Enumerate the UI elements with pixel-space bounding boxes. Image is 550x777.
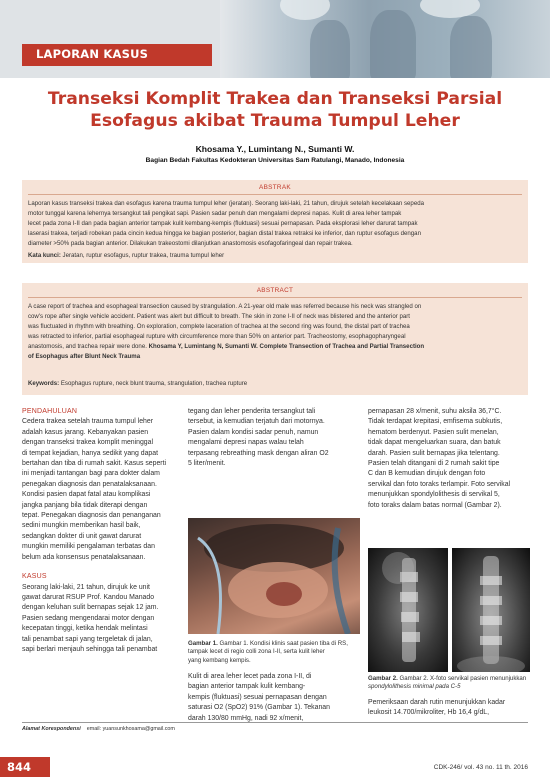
correspondence: Alamat Korespondensi email: yuansunkhosama@gmail.com [22, 726, 175, 732]
body-line: tegang dan leher penderita tersangkut tali [188, 408, 316, 415]
abstract-line: was fluctuated in rhythm with breathing. On exploration, complete laceration of trachea at the second ring was found, the distal part of trachea [28, 323, 410, 330]
body-line: C dan B kemudian dirujuk dengan foto [368, 470, 486, 478]
body-line: 5 liter/menit. [188, 460, 226, 468]
abstract-heading: ABSTRACT [256, 287, 294, 294]
abstrak-line: diameter >50% pada bagian anterior. Dilakukan trakeostomi dilanjutkan anastomosis esofagofaringeal dan repair trakea. [28, 240, 353, 247]
section-heading-kasus: KASUS [22, 573, 47, 581]
body-line: dengan transeksi trakea komplit meninggal [22, 439, 153, 447]
body-line: Pemeriksaan darah rutin menunjukkan kadar [368, 699, 506, 706]
figure-2-xray-lateral [368, 548, 448, 672]
footer-rule [22, 722, 528, 723]
body-line: Pasien telah ditangani di 2 rumah sakit tipe [368, 460, 500, 468]
body-line: adalah kasus jarang. Kebanyakan pasien [22, 428, 149, 436]
body-line: mungkin memiliki pengalaman terbatas dan [22, 543, 155, 551]
abstrak-line: lecet pada zona I-II dan pada bagian anterior tampak kulit kembang-kempis (fluktuasi) sesuai pernapasan. Pada eksplorasi leher darurat tampak [28, 220, 418, 227]
body-line: Pasien sedang mengendarai motor dengan [22, 614, 155, 622]
body-line: tidak dapat mengeluarkan suara, dan batuk [368, 439, 501, 447]
body-line: Pasien dalam kondisi sadar penuh, namun [188, 428, 319, 436]
page-number-box [0, 757, 50, 777]
abstrak-heading: ABSTRAK [259, 184, 291, 191]
body-line: di tempat kejadian, hanya sedikit yang dapat [22, 449, 158, 457]
body-line: saturasi O2 (SpO2) 91% (Gambar 1). Tekanan [188, 704, 330, 712]
body-line: mengalami depresi napas walau telah [188, 439, 304, 447]
body-line: bertahan dan tiba di rumah sakit. Kasus seperti [22, 460, 167, 468]
abstract-keywords: Keywords: Esophagus rupture, neck blunt trauma, strangulation, trachea rupture [28, 380, 248, 387]
header-banner [0, 0, 550, 78]
body-line: bagian anterior tampak kulit kembang- [188, 683, 306, 691]
body-line: tepat. Penegakan diagnosis dan penanganan [22, 512, 161, 520]
authors: Khosama Y., Lumintang N., Sumanti W. [195, 144, 355, 154]
body-line: penegakan diagnosis dan penatalaksanaan. [22, 480, 157, 488]
body-line: Kondisi pasien dapat fatal atau komplikasi [22, 491, 151, 499]
body-line: Kulit di area leher lecet pada zona I-II, di [188, 673, 312, 680]
abstrak-line: motor tunggal karena lehernya tersangkut tali pengikat sapi. Pasien sadar penuh dan mengalami depresi napas. Kulit di area leher tampak [28, 210, 402, 217]
abstract-line: A case report of trachea and esophageal transection caused by strangulation. A 21-year old male was referred because his neck was strangled on [28, 303, 422, 310]
body-line: sedangkan dokter di unit gawat darurat [22, 532, 142, 540]
body-line: terpasang rebreathing mask dengan aliran O2 [188, 449, 329, 457]
body-line: kecepatan tinggi, ketika hendak melintasi [22, 625, 148, 633]
article-title-line-1: Transeksi Komplit Trakea dan Transeksi Parsial [47, 89, 503, 109]
body-line: tersebut, ia kemudian terjatuh dari motornya. [188, 418, 325, 426]
body-line: pernapasan 28 x/menit, suhu aksila 36,7°C. [368, 408, 502, 415]
body-line: Cedera trakea setelah trauma tumpul leher [22, 418, 153, 426]
abstract-line: was retracted to inferior, partial esophageal rupture with circumference more than 50% on anterior part. Tracheostomy, esophagopharyngeal [28, 333, 406, 340]
section-heading-pendahuluan: PENDAHULUAN [22, 408, 78, 415]
body-line: ini menjadi tantangan bagi para dokter dalam [22, 470, 160, 478]
body-line: tali penambat sapi yang tergeletak di jalan, [22, 635, 153, 643]
body-line: servikal dan foto toraks terlampir. Foto servikal [368, 480, 511, 488]
abstract-box [22, 283, 528, 395]
figure-2-caption: Gambar 2. Gambar 2. X-foto servikal pasien menunjukkan spondylolithesis minimal pada C-5 [368, 675, 527, 691]
header-photo [220, 0, 550, 78]
body-line: Tidak terdapat krepitasi, emfisema subkutis, [368, 418, 503, 426]
abstract-rule [28, 297, 522, 298]
body-column-3 [368, 407, 530, 511]
body-line: belum ada konsensus penatalaksanaan. [22, 553, 146, 561]
abstract-citation: of Esophagus after Blunt Neck Trauma [28, 353, 141, 360]
figure-2-xray-ap [452, 548, 530, 672]
page-number: 844 [7, 760, 32, 774]
abstract-line: anastomosis, and trachea repair were done. Khosama Y, Lumintang N, Sumanti W. Complete Transection of Trachea and Partial Transection [28, 343, 425, 350]
body-line: hematom berdenyut. Pasien sulit menelan, [368, 428, 499, 436]
body-column-2-continued [188, 672, 360, 724]
abstrak-box [22, 180, 528, 263]
abstrak-line: laserasi trakea, terjadi robekan pada cincin kedua hingga ke bagian posterior, bagian distal trakea retraksi ke inferior, dan ruptur esofagus dengan [28, 230, 421, 237]
abstrak-rule [28, 194, 522, 195]
section-rubric: LAPORAN KASUS [22, 44, 212, 66]
affiliation: Bagian Bedah Fakultas Kedokteran Universitas Sam Ratulangi, Manado, Indonesia [145, 157, 405, 164]
article-title-line-2: Esofagus akibat Trauma Tumpul Leher [90, 111, 460, 131]
abstract-line: cow's rope after single vehicle accident. Patient was alert but difficult to breath. The skin in zone I-II of neck was blistered and the anterior part [28, 313, 411, 320]
body-line: menunjukkan spondylolithesis di servikal 5, [368, 491, 500, 499]
abstrak-keywords: Kata kunci: Jeratan, ruptur esofagus, ruptur trakea, trauma tumpul leher [28, 252, 225, 259]
body-column-1 [22, 407, 178, 655]
abstrak-line: Laporan kasus transeksi trakea dan esofagus karena trauma tumpul leher (jeratan). Seorang laki-laki, 21 tahun, dirujuk setelah kecelakaan sepeda [28, 200, 424, 207]
body-line: Seorang laki-laki, 21 tahun, dirujuk ke unit [22, 583, 150, 591]
body-line: sedini mungkin memberikan hasil baik, [22, 522, 141, 530]
journal-info: CDK-246/ vol. 43 no. 11 th. 2016 [433, 764, 528, 771]
body-column-2 [188, 407, 360, 469]
body-line: kempis (fluktuasi) sesuai pernapasan dengan [188, 693, 327, 701]
body-column-3-continued [368, 698, 530, 719]
body-line: darah. Pasien sulit bernapas jika telentang. [368, 449, 500, 457]
body-line: jangka panjang bila tidak diterapi dengan [22, 501, 148, 509]
body-line: darah 130/80 mmHg, nadi 92 x/menit, [188, 714, 304, 722]
body-line: gawat darurat RSUP Prof. Kandou Manado [22, 593, 155, 601]
body-line: dengan keluhan sulit bernapas sejak 12 jam. [22, 604, 159, 612]
body-line: sapi berlari menjauh sehingga tali penambat [22, 645, 158, 653]
figure-1-caption: Gambar 1. Gambar 1. Kondisi klinis saat pasien tiba di RS, tampak lecet di regio colli zona I-II, serta kulit leher yang kembang kempis. [188, 640, 348, 664]
figure-1-clinical-photo [188, 518, 360, 634]
body-line: foto toraks dalam batas normal (Gambar 2). [368, 501, 502, 509]
body-line: leukosit 14.700/mikroliter, Hb 16,4 g/dL, [368, 709, 490, 717]
